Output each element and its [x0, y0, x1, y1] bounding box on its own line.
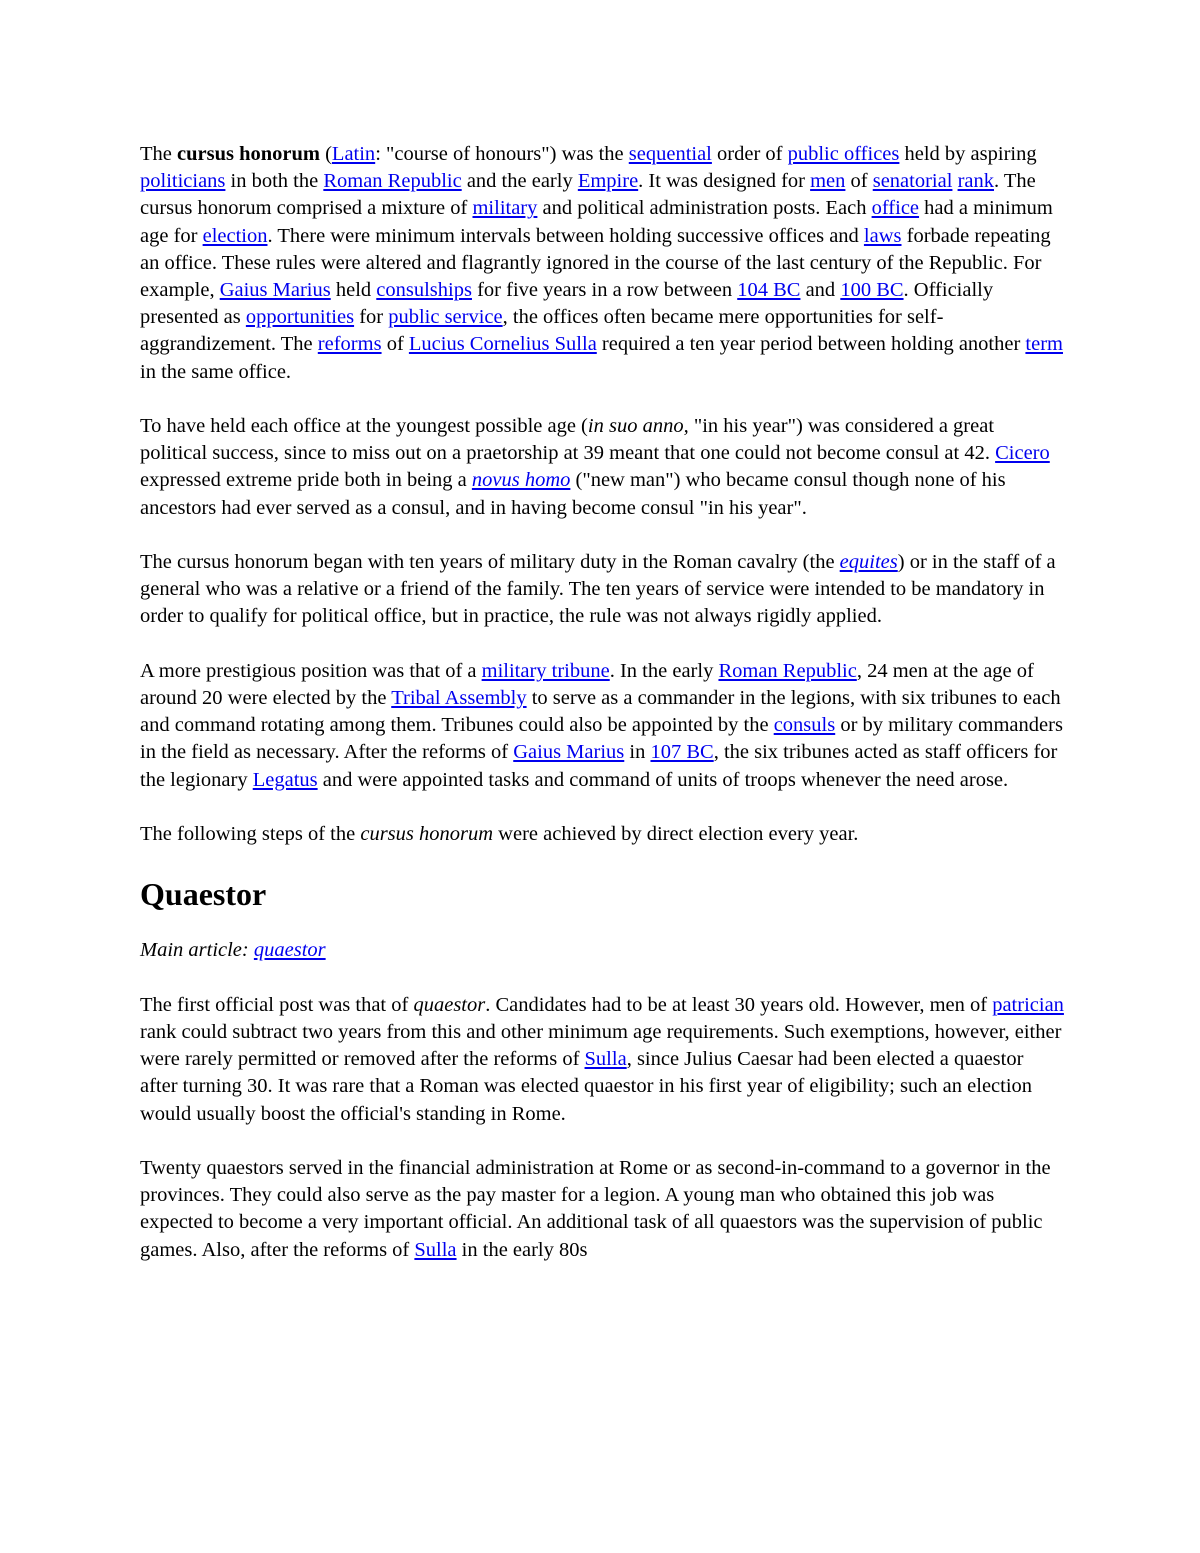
text-run: for: [354, 306, 389, 329]
text-run: rank could subtract two years from this and other minimum age requirements. Such exemptions, however, either were rarely permitted or removed after the reforms of: [140, 1021, 1062, 1071]
link-opportunities[interactable]: opportunities: [245, 306, 355, 329]
text-run: ("new man") who became consul though none of his ancestors had ever served as a consul, and in having become consul "in his year".: [140, 469, 1006, 519]
text-run: and the early: [461, 170, 578, 193]
intro-section: [140, 141, 1065, 848]
link-lucius-cornelius-sulla[interactable]: Lucius Cornelius Sulla: [408, 333, 597, 356]
link-sequential[interactable]: sequential: [628, 143, 712, 165]
link-consulships[interactable]: consulships: [376, 279, 472, 302]
text-run: , the six tribunes acted as staff officers for the legionary: [140, 741, 1058, 791]
text-run: and political administration posts. Each: [537, 197, 872, 220]
text-run: or by military commanders in the field as necessary. After the reforms of: [140, 714, 1063, 764]
section-heading: Quaestor: [140, 876, 267, 913]
link-sulla[interactable]: Sulla: [414, 1238, 457, 1261]
text-run: of: [845, 170, 873, 193]
link-gaius-marius[interactable]: Gaius Marius: [513, 741, 625, 764]
text-run: of: [381, 333, 409, 356]
text-run: in the early 80s: [456, 1238, 588, 1261]
text-run: to serve as a commander in the legions, with six tribunes to each and command rotating among them. Tribunes could also be appointed by the: [140, 687, 1061, 737]
text-run: for five years in a row between: [471, 279, 738, 302]
link-sulla[interactable]: Sulla: [584, 1048, 627, 1071]
italic-text: cursus honorum: [360, 823, 494, 846]
text-run: "in his year") was considered a great political success, since to miss out on a praetorship at 39 meant that one could not become consul at 42.: [140, 415, 996, 465]
text-run: A more prestigious position was that of a: [140, 659, 482, 682]
text-run: and were appointed tasks and command of units of troops whenever the need arose.: [317, 768, 1009, 791]
text-run: in both the: [225, 170, 324, 193]
text-run: To have held each office at the youngest possible age (: [140, 415, 588, 438]
text-run: The: [140, 143, 177, 165]
main-article-link[interactable]: quaestor: [253, 939, 326, 962]
text-run: . Officially presented as: [140, 279, 994, 329]
paragraph: [140, 413, 1065, 522]
link-patrician[interactable]: patrician: [992, 993, 1064, 1016]
text-run: in: [624, 741, 651, 764]
link-empire[interactable]: Empire: [577, 170, 639, 193]
section-body: [140, 992, 1065, 1264]
italic-text: quaestor: [413, 993, 486, 1016]
paragraph: [140, 658, 1065, 794]
main-article-label: Main article:: [140, 939, 254, 962]
link-gaius-marius[interactable]: Gaius Marius: [219, 279, 331, 302]
italic-text: in suo anno,: [587, 415, 689, 438]
link-military[interactable]: military: [472, 197, 538, 220]
link-rank[interactable]: rank: [957, 170, 994, 193]
text-run: in the same office.: [140, 360, 292, 383]
text-run: The first official post was that of: [140, 993, 414, 1016]
link-consuls[interactable]: consuls: [773, 714, 836, 737]
link-legatus[interactable]: Legatus: [252, 768, 318, 791]
link-senatorial[interactable]: senatorial: [872, 170, 953, 193]
text-run: , 24 men at the age of around 20 were elected by the: [140, 659, 1034, 710]
paragraph: [140, 992, 1065, 1128]
link-latin[interactable]: Latin: [331, 143, 376, 165]
text-run: ) or in the staff of a general who was a relative or a friend of the family. The ten years of service were intended to be mandatory in order to qualify for political office, but in practice, the rule was not always rigidly applied.: [140, 551, 1056, 628]
text-run: Twenty quaestors served in the financial administration at Rome or as second-in-command to a governor in the provinces. They could also serve as the pay master for a legion. A young man who obtained this job was expected to become a very important official. An additional task of all quaestors was the supervision of public games. Also, after the reforms of: [140, 1157, 1051, 1261]
text-run: . There were minimum intervals between holding successive offices and: [267, 224, 864, 247]
link-term[interactable]: term: [1025, 333, 1063, 356]
paragraph: [140, 1155, 1065, 1264]
text-run: forbade repeating an office. These rules were altered and flagrantly ignored in the course of the last century of the Republic. For example,: [140, 224, 1051, 302]
main-article-note: [140, 937, 1065, 964]
link-107-bc[interactable]: 107 BC: [650, 741, 714, 764]
link-100-bc[interactable]: 100 BC: [840, 279, 904, 302]
text-run: required a ten year period between holding another: [596, 333, 1026, 356]
text-run: held by aspiring: [899, 143, 1037, 165]
link-public-service[interactable]: public service: [388, 306, 503, 329]
link-roman-republic[interactable]: Roman Republic: [323, 170, 462, 193]
paragraph: [140, 549, 1065, 631]
text-run: . In the early: [609, 659, 719, 682]
text-run: , the offices often became mere opportunities for self-aggrandizement. The: [140, 306, 944, 356]
link-public-offices[interactable]: public offices: [787, 143, 900, 165]
text-run: . Candidates had to be at least 30 years old. However, men of: [485, 993, 993, 1016]
text-run: : "course of honours") was the: [375, 143, 629, 165]
paragraph: [140, 141, 1065, 386]
link-men[interactable]: men: [810, 170, 846, 193]
link-104-bc[interactable]: 104 BC: [737, 279, 801, 302]
link-politicians[interactable]: politicians: [140, 170, 226, 193]
text-run: , since Julius Caesar had been elected a quaestor after turning 30. It was rare that a Roman was elected quaestor in his first year of eligibility; such an election would usually boost the official's standing in Rome.: [140, 1048, 1033, 1125]
text-run: The following steps of the: [140, 823, 361, 846]
link-election[interactable]: election: [202, 224, 268, 247]
link-equites[interactable]: equites: [839, 551, 898, 574]
text-run: held: [330, 279, 377, 302]
text-run: (: [319, 143, 332, 165]
text-run: had a minimum age for: [140, 197, 1053, 247]
link-cicero[interactable]: Cicero: [995, 442, 1050, 465]
document-page: [140, 141, 1065, 1291]
link-roman-republic[interactable]: Roman Republic: [718, 659, 857, 682]
text-run: . It was designed for: [638, 170, 811, 193]
link-laws[interactable]: laws: [863, 224, 902, 247]
text-run: The cursus honorum began with ten years of military duty in the Roman cavalry (the: [140, 551, 840, 574]
paragraph: [140, 821, 1065, 848]
link-office[interactable]: office: [871, 197, 920, 220]
link-military-tribune[interactable]: military tribune: [481, 659, 610, 682]
link-tribal-assembly[interactable]: Tribal Assembly: [391, 687, 527, 710]
text-run: expressed extreme pride both in being a: [140, 469, 472, 492]
text-run: . The cursus honorum comprised a mixture of: [140, 170, 1036, 220]
bold-term: cursus honorum: [177, 143, 320, 165]
text-run: and: [800, 279, 841, 302]
link-novus-homo[interactable]: novus homo: [471, 469, 571, 492]
text-run: were achieved by direct election every year.: [493, 823, 859, 846]
link-reforms[interactable]: reforms: [317, 333, 382, 356]
text-run: order of: [711, 143, 788, 165]
